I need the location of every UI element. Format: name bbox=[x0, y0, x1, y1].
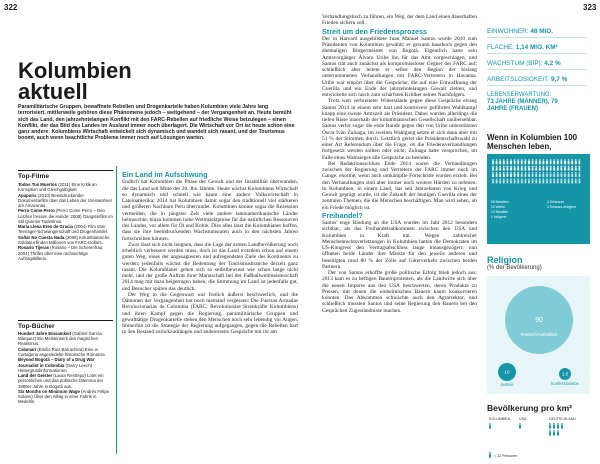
section-heading-friedensprozess: Streit um den Friedensprozess bbox=[322, 26, 428, 36]
person-icon bbox=[564, 172, 566, 177]
person-icon bbox=[535, 159, 537, 164]
religion-label: andere bbox=[500, 382, 514, 387]
paragraph: Santos' enge Bindung an die USA wurden im Jahr 2012 besonders sichtbar, als das Freihandelsabkommen zwischen den USA und Kolumbien in Kraft trat. Wegen zahlreicher Menschenrechtsverletzungen in Kolumbien hatten die Demokraten im US-Kongress den Vertragsabschluss lange hinausgezögert; nun öffneten beide Länder ihre Märkte für den jeweils anderen und beseitigten rund 80 % der Zölle auf Güterverkehr zwischen beiden Partnern. bbox=[322, 220, 477, 270]
religion-label: konfessionslos bbox=[551, 381, 579, 386]
section-heading-freihandel: Freihandel? bbox=[322, 210, 363, 220]
person-icon bbox=[546, 178, 548, 183]
person-icon bbox=[510, 159, 512, 164]
person-icon bbox=[514, 172, 516, 177]
page-title bbox=[18, 60, 138, 102]
person-icon bbox=[525, 159, 527, 164]
person-icon bbox=[543, 166, 545, 171]
people-chart-label: 3 Schwarz-Indigene bbox=[547, 205, 577, 209]
person-icon bbox=[571, 159, 573, 164]
religion-chart bbox=[487, 276, 590, 394]
top-filme-heading: Top-Filme bbox=[18, 170, 113, 180]
person-icon bbox=[557, 166, 559, 171]
person-icon bbox=[503, 178, 505, 183]
density-person-icon bbox=[519, 423, 521, 429]
list-item: Calamarí (Emilio Ruiz Barrachina) Eine in Cartagena angesiedelte historische Romanze. bbox=[18, 346, 107, 357]
density-person-icon bbox=[557, 423, 559, 429]
person-icon bbox=[535, 166, 537, 171]
people-chart bbox=[487, 154, 590, 244]
section-heading-aufschwung: Ein Land im Aufschwung bbox=[122, 170, 208, 179]
person-icon bbox=[496, 166, 498, 171]
person-icon bbox=[532, 178, 534, 183]
fact-lebenserwartung-value-2: JAHRE (FRAUEN) bbox=[487, 106, 538, 112]
person-icon bbox=[510, 172, 512, 177]
people-chart-label: 14 Mulatten bbox=[491, 210, 509, 214]
density-person-icon bbox=[549, 430, 551, 436]
person-icon bbox=[564, 166, 566, 171]
fact-einwohner: EINWOHNER: 48 MIO. bbox=[487, 28, 587, 38]
person-icon bbox=[499, 166, 501, 171]
person-icon bbox=[543, 172, 545, 177]
person-icon bbox=[492, 159, 494, 164]
density-person-icon bbox=[489, 423, 491, 429]
person-icon bbox=[517, 159, 519, 164]
religion-value: 10 bbox=[504, 369, 510, 375]
person-icon bbox=[557, 172, 559, 177]
person-icon bbox=[575, 178, 577, 183]
person-icon bbox=[525, 166, 527, 171]
density-person-icon bbox=[561, 423, 563, 429]
person-icon bbox=[568, 159, 570, 164]
person-icon bbox=[532, 172, 534, 177]
people-chart-title: Wenn in Kolumbien 100 Menschen leben, bbox=[487, 133, 578, 151]
person-icon bbox=[496, 178, 498, 183]
list-item: Apaporis (2010) Beeindruckender Dokumentarfilm über das Leben der Ureinwohner am Amazonas. bbox=[18, 192, 113, 208]
person-icon bbox=[521, 159, 523, 164]
person-icon bbox=[561, 178, 563, 183]
density-legend: ≈ 32 Personen bbox=[494, 454, 518, 458]
person-icon bbox=[503, 166, 505, 171]
person-icon bbox=[539, 178, 541, 183]
column-divider bbox=[116, 166, 117, 454]
person-icon bbox=[564, 159, 566, 164]
title-line-1: Kolumbien bbox=[18, 58, 132, 83]
person-icon bbox=[575, 166, 577, 171]
density-chart bbox=[487, 415, 590, 459]
person-icon bbox=[521, 178, 523, 183]
person-icon bbox=[539, 166, 541, 171]
fact-arbeitslosigkeit: ARBEITSLOSIGKEIT: 9,7 % bbox=[487, 76, 587, 86]
density-country-label: USA bbox=[519, 417, 527, 421]
person-icon bbox=[507, 166, 509, 171]
person-icon bbox=[496, 159, 498, 164]
person-icon bbox=[507, 159, 509, 164]
density-legend-icon bbox=[489, 452, 491, 458]
fact-flaeche: FLÄCHE: 1,14 MIO. KM² bbox=[487, 44, 587, 54]
person-icon bbox=[510, 178, 512, 183]
person-icon bbox=[579, 172, 581, 177]
person-icon bbox=[503, 172, 505, 177]
list-item: Six Months on Minimum Wage (Andrés Felipe Solano) Über den Alltag in einer Fabrik in Medellín. bbox=[18, 388, 110, 405]
person-icon bbox=[561, 172, 563, 177]
person-icon bbox=[561, 159, 563, 164]
religion-value: 1.5 bbox=[561, 371, 569, 377]
religion-subtitle: (% der Bevölkerung) bbox=[487, 265, 542, 271]
title-line-2: aktuell bbox=[18, 79, 88, 104]
person-icon bbox=[557, 159, 559, 164]
page-number-left: 322 bbox=[4, 3, 18, 12]
person-icon bbox=[571, 172, 573, 177]
person-icon bbox=[514, 159, 516, 164]
person-icon bbox=[557, 178, 559, 183]
people-chart-label: 1 Indigene bbox=[491, 215, 507, 219]
person-icon bbox=[507, 178, 509, 183]
person-icon bbox=[579, 178, 581, 183]
person-icon bbox=[553, 166, 555, 171]
person-icon bbox=[539, 172, 541, 177]
top-buecher-list bbox=[18, 331, 113, 405]
fact-lebenserwartung-value-1: 73 JAHRE (MÄNNER), 79 bbox=[487, 99, 558, 105]
person-icon bbox=[525, 172, 527, 177]
list-item: Todos Tus Muertos (2011) Eine Kritik an Korruption und Gleichgültigkeit. bbox=[18, 182, 97, 193]
person-icon bbox=[499, 178, 501, 183]
person-icon bbox=[532, 159, 534, 164]
list-item: Hundert Jahre Einsamkeit (Gabriel García Márquez) Ein Meisterwerk des magischen Realismus. bbox=[18, 331, 102, 347]
person-icon bbox=[535, 172, 537, 177]
religion-label: Römisch-Katholisch bbox=[520, 332, 558, 337]
article-column-1 bbox=[122, 170, 298, 460]
person-icon bbox=[528, 172, 530, 177]
person-icon bbox=[550, 178, 552, 183]
list-item: Rosario Tijeras (Rosario – Die Scherenfrau; 2004) Thriller über eine rachsüchtige Auftragskillerin. bbox=[18, 245, 104, 261]
fact-lebenserwartung-label: LEBENSERWARTUNG: bbox=[487, 92, 552, 98]
density-title: Bevölkerung pro km² bbox=[487, 403, 573, 413]
list-item: Beyond Bogotá – Diary of a Drug War Journalist in Colombia (Garry Leech) Hintergrundinformationen. bbox=[18, 357, 95, 373]
person-icon bbox=[521, 172, 523, 177]
person-icon bbox=[492, 166, 494, 171]
person-icon bbox=[543, 178, 545, 183]
person-icon bbox=[553, 172, 555, 177]
person-icon bbox=[568, 172, 570, 177]
person-icon bbox=[571, 178, 573, 183]
list-item: Land der Geister (Laura Restrepo) Lotet ein persönliches und das politische Dilemma der 1980er-Jahre in Bogotá aus. bbox=[18, 373, 104, 389]
people-chart-label: 4 Schwarze bbox=[547, 200, 565, 204]
people-chart-panel bbox=[487, 154, 590, 244]
person-icon bbox=[546, 166, 548, 171]
person-icon bbox=[575, 172, 577, 177]
paragraph: Der von Santos erhoffte große politische Erfolg blieb jedoch aus: 2013 kam es zu heftigen Bauernprotesten, als die Landwirte sich über die neuen Importe aus den USA beschwerten, deren Produkte zu Preisen, mit denen die einheimischen Bauern kaum konkurrieren konnten. Das Abkommen schwächte auch den Agrarsektor, und schließlich mussten Santos und seine Regierung den Bauern bei den Gesprächen Zugeständnisse machen. bbox=[322, 270, 477, 314]
person-icon bbox=[499, 172, 501, 177]
religion-title: Religion bbox=[487, 255, 523, 265]
people-chart-label: 58 Mestizen bbox=[491, 200, 509, 204]
top-buecher-heading: Top-Bücher bbox=[18, 320, 113, 330]
person-icon bbox=[528, 178, 530, 183]
person-icon bbox=[517, 166, 519, 171]
person-icon bbox=[514, 166, 516, 171]
person-icon bbox=[517, 178, 519, 183]
person-icon bbox=[553, 159, 555, 164]
person-icon bbox=[532, 166, 534, 171]
density-country-label: KOLUMBIEN bbox=[489, 417, 511, 421]
page-number-right: 323 bbox=[583, 3, 597, 12]
paragraph: Zwar lässt sich nicht leugnen, dass die Lage der armen Landbevölkerung noch erheblich verbessert werden muss, doch ist das Land trotzdem schon auf einem guten Weg, eines der angesagtesten und aufregendsten Ziele des Kontinents zu werden; jedenfalls wächst die Bedeutung der Tourismusbranche derzeit ganz rasant. Die Kolumbianer gehen sich so selbstbewusst wie schon lange nicht mehr, und der große Auftritt ihrer Mannschaft bei der Fußballweltmeisterschaft 2014 mag mit dazu beigetragen haben; die Stimmung im Land ist jedenfalls gut, und Besucher spüren das deutlich. bbox=[122, 241, 298, 292]
person-icon bbox=[550, 172, 552, 177]
person-icon bbox=[550, 159, 552, 164]
people-chart-label: 20 Weiße bbox=[491, 205, 506, 209]
density-person-icon bbox=[557, 430, 559, 436]
person-icon bbox=[507, 172, 509, 177]
person-icon bbox=[510, 166, 512, 171]
person-icon bbox=[514, 178, 516, 183]
paragraph: Trotz weit verbreiteter Widerstände gegen diese Gespräche errang Santos 2014 in einem sehr hart und kontrovers geführten Wahlkampf knapp eine zweite Amtszeit als Präsident. Dabei wurden allerdings die tiefen Risse innerhalb der kolumbianischen Gesellschaft unübersehbar. Santos verlor sogar die erste Runde gegen den von Uribe unterstützten Óscar Iván Zuluaga, im zweiten Wahlgang setzte er sich dann aber mit 51 % der Stimmen durch. Letztlich geriet die Präsidentschaftswahl zu einer Art Referendum über die Frage, ob die Friedensverhandlungen fortgesetzt werden sollten oder nicht; Zuluaga hatte versprochen, im Falle eines Wahlsieges alle Gespräche zu beenden. bbox=[322, 98, 477, 161]
person-icon bbox=[575, 159, 577, 164]
person-icon bbox=[564, 178, 566, 183]
top-filme-list bbox=[18, 182, 113, 261]
paragraph: Bei Redaktionsschluss Ende 2014 waren die Verhandlungen zwischen der Regierung und Vertretern der FARC immer noch im Gange: enorme, wenn auch umkämpfte Fortschritte wurden erzielt. Bei den Verhandlungen sind aber immer noch weitere Hürden zu nehmen: In Kolumbien, in einem Land, das seit Jahrzehnten von Krieg und Gewalt geprägt wurde, ist die Zukunft der heutigen Guerilla eines der zentralen Themen, die die Menschen beschäftigen. Man wird sehen, ob ein Friede möglich ist. bbox=[322, 160, 477, 211]
person-icon bbox=[492, 172, 494, 177]
person-icon bbox=[539, 159, 541, 164]
paragraph: Der Weg in die Gegenwart war freilich äußerst beschwerlich, und die Dämonen der Vergangenheit hat noch niemand vergessen: Die Fuerzas Armadas Revolucionarias de Colombia (FARC; Revolutionäre Streitkräfte Kolumbiens) und ihren Kampf gegen die Regierung, paramilitärische Gruppen und gewalttätige Drogenkartelle stehen den Menschen noch sehr lebendig vor Augen. Immerhin ist die Strategie der Regierung aufgegangen, gegen die Rebellen hart in den Bestand zurückzudrängen und andererseits Gespräche mit ihr am bbox=[122, 291, 298, 336]
person-icon bbox=[550, 166, 552, 171]
density-person-icon bbox=[549, 423, 551, 429]
article-column-2 bbox=[322, 14, 477, 460]
paragraph: Der in Harvard ausgebildete Juan Manuel Santos wurde 2010 zum Präsidenten von Kolumbien gewählt; er gewann haushoch gegen den ehemaligen Bürgermeister von Bogotá. Eigentlich hatte sein Amtsvorgänger Álvaro Uribe ihn für das Amt vorgeschlagen, und Santos trat auch zunächst als kompromissloser Gegner der FARC auf; schließlich aber leitete er selbst den Beginn der bislang unternommenen Verhandlungen mit FARC-Vertretern in Havanna. Uribe war empört über die Gespräche, die auf eine Entwaffnung der Guerilla und ein Ende der jahrzehntelangen Gewalt zielten, und entwickelte sich rasch zum schärfsten Kritiker seines Nachfolgers. bbox=[322, 35, 477, 98]
person-icon bbox=[503, 159, 505, 164]
list-item: Soñar No Cuesta Nada (2006) Kolumbianische Soldaten finden Millionen von FARC-Dollars. bbox=[18, 234, 110, 245]
person-icon bbox=[528, 166, 530, 171]
paragraph: Verhandlungstisch zu führen, ein Weg, der dem Land einen dauerhaften Frieden sichern soll. bbox=[322, 14, 477, 27]
density-person-icon bbox=[553, 430, 555, 436]
fact-wachstum: WACHSTUM (BIP): 4,2 % bbox=[487, 60, 587, 70]
person-icon bbox=[546, 159, 548, 164]
paragraph: Endlich hat Kolumbien die Phase der Gewalt und der Instabilität überwunden, die das Land seit Mitte des 20. Jhs. lähmte. Heute wächst Kolumbiens Wirtschaft so dynamisch und schnell wie kaum eine andere Volkswirtschaft in Lateinamerika; 2014 hat Kolumbien damit sogar den traditionell viel stärkeren und größeren Nachbarn Peru überrundet. Kolumbien konnte sogar die Rezession vermeiden, die in jüngster Zeit viele andere lateinamerikanische Länder heimsuchte; hinzu kommen hohe Weltmarktpreise für die natürlichen Ressourcen des Landes, vor allem für Öl und Kohle. Dies alles lässt die Kolumbianer hoffen, dass sie ihre beeindruckenden Wachstumsraten auch in den nächsten Jahren fortschreiben können. bbox=[122, 179, 298, 242]
person-icon bbox=[521, 166, 523, 171]
person-icon bbox=[553, 178, 555, 183]
person-icon bbox=[579, 159, 581, 164]
person-icon bbox=[579, 166, 581, 171]
list-item: María Llena Eres de Gracia (2004) Film über Teenager-Schwangerschaft und Drogenhandel. bbox=[18, 224, 109, 235]
person-icon bbox=[535, 178, 537, 183]
person-icon bbox=[517, 172, 519, 177]
person-icon bbox=[561, 166, 563, 171]
person-icon bbox=[568, 178, 570, 183]
person-icon bbox=[543, 159, 545, 164]
person-icon bbox=[492, 178, 494, 183]
intro-paragraph: Paramilitärische Gruppen, bewaffnete Rebellen und Drogenkartelle haben Kolumbien viele Jahre lang terrorisiert, mittlerweile gehören diese Phänomene jedoch – weitgehend – der Vergangenheit an. Heute bemüht sich das Land, den jahrzehntelangen Konflikt mit den FARC-Rebellen auf friedliche Weise beizulegen – einen Konflikt, der das Bild des Landes im Ausland immer noch überlagert. Die Wirtschaft vor Ort ist heute schon eine ganz andere: Kolumbiens Wirtschaft entwickelt sich dynamisch und wandelt sich rasant, und der Tourismus boomt, auch wenn beachtliche Probleme immer noch auf Lösungen warten. bbox=[18, 104, 295, 142]
person-icon bbox=[528, 159, 530, 164]
list-item: Perro Come Perro (Perro Come Perro – Den Letzten fressen die Hunde; 2008) Gangsterfilm im Stil Quentin Tarantinos. bbox=[18, 208, 113, 224]
person-icon bbox=[571, 166, 573, 171]
density-panel bbox=[487, 415, 590, 459]
person-icon bbox=[525, 178, 527, 183]
religion-value: 90 bbox=[535, 317, 543, 324]
person-icon bbox=[496, 172, 498, 177]
fact-lebenserwartung bbox=[487, 92, 587, 113]
religion-panel bbox=[487, 276, 590, 394]
density-person-icon bbox=[553, 423, 555, 429]
person-icon bbox=[499, 159, 501, 164]
density-country-label: DEUTSCHLAND bbox=[549, 417, 576, 421]
person-icon bbox=[568, 166, 570, 171]
person-icon bbox=[546, 172, 548, 177]
